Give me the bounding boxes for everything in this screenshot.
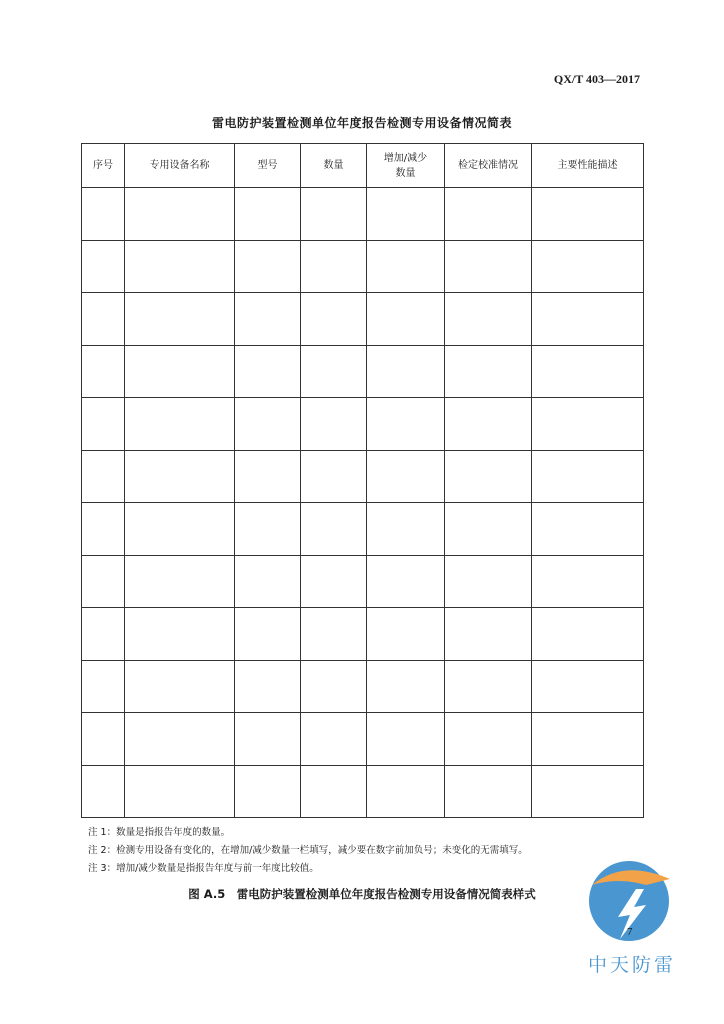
table-row — [82, 188, 644, 241]
equipment-table — [81, 143, 644, 818]
table-cell — [367, 450, 445, 503]
table-header-row — [82, 144, 644, 188]
table-row — [82, 398, 644, 451]
table-cell — [82, 398, 125, 451]
table-row — [82, 765, 644, 818]
table-cell — [532, 240, 644, 293]
table-cell — [82, 555, 125, 608]
table-cell — [82, 293, 125, 346]
table-cell — [301, 450, 367, 503]
table-cell — [235, 765, 301, 818]
table-cell — [445, 188, 532, 241]
table-cell — [301, 503, 367, 556]
column-header: 主要性能描述 — [532, 144, 644, 188]
table-cell — [235, 608, 301, 661]
table-cell — [445, 555, 532, 608]
table-cell — [82, 345, 125, 398]
table-cell — [82, 240, 125, 293]
table-cell — [445, 293, 532, 346]
table-cell — [445, 765, 532, 818]
table-cell — [82, 713, 125, 766]
table-row — [82, 503, 644, 556]
table-cell — [532, 555, 644, 608]
column-header: 型号 — [235, 144, 301, 188]
note-item: 注 2：检测专用设备有变化的，在增加/减少数量一栏填写，减少要在数字前加负号；未变化的无需填写。 — [88, 845, 528, 856]
table-cell — [532, 450, 644, 503]
table-cell — [235, 660, 301, 713]
table-cell — [532, 765, 644, 818]
table-cell — [235, 555, 301, 608]
table-row — [82, 660, 644, 713]
table-cell — [235, 398, 301, 451]
table-cell — [125, 240, 235, 293]
page-number: 7 — [627, 926, 633, 938]
table-cell — [532, 293, 644, 346]
note-item: 注 3：增加/减少数量是指报告年度与前一年度比较值。 — [88, 863, 319, 874]
table-cell — [445, 713, 532, 766]
table-cell — [235, 240, 301, 293]
table-cell — [532, 660, 644, 713]
table-cell — [125, 765, 235, 818]
table-row — [82, 345, 644, 398]
table-cell — [82, 608, 125, 661]
table-cell — [125, 293, 235, 346]
table-cell — [445, 240, 532, 293]
table-cell — [445, 660, 532, 713]
column-header: 序号 — [82, 144, 125, 188]
table-cell — [301, 188, 367, 241]
table-row — [82, 608, 644, 661]
table-cell — [82, 503, 125, 556]
table-cell — [125, 555, 235, 608]
table-cell — [82, 660, 125, 713]
table-cell — [367, 660, 445, 713]
table-cell — [532, 398, 644, 451]
table-cell — [235, 503, 301, 556]
table-cell — [445, 503, 532, 556]
table-cell — [367, 713, 445, 766]
table-cell — [445, 345, 532, 398]
table-cell — [125, 188, 235, 241]
table-row — [82, 713, 644, 766]
table-cell — [301, 293, 367, 346]
table-cell — [367, 293, 445, 346]
table-cell — [125, 450, 235, 503]
table-cell — [235, 450, 301, 503]
table-notes — [88, 824, 608, 878]
table-cell — [367, 765, 445, 818]
table-cell — [532, 503, 644, 556]
table-cell — [367, 240, 445, 293]
note-item: 注 1：数量是指报告年度的数量。 — [88, 827, 231, 838]
table-cell — [82, 188, 125, 241]
table-cell — [367, 345, 445, 398]
table-cell — [445, 608, 532, 661]
table-title: 雷电防护装置检测单位年度报告检测专用设备情况简表 — [211, 116, 512, 130]
column-header: 数量 — [301, 144, 367, 188]
column-header: 增加/减少 数量 — [367, 144, 445, 188]
table-cell — [235, 345, 301, 398]
table-cell — [532, 713, 644, 766]
column-header: 检定校准情况 — [445, 144, 532, 188]
table-cell — [235, 713, 301, 766]
table-cell — [445, 450, 532, 503]
table-cell — [367, 188, 445, 241]
table-cell — [301, 713, 367, 766]
table-cell — [367, 555, 445, 608]
table-cell — [301, 765, 367, 818]
table-body — [82, 188, 644, 818]
table-row — [82, 450, 644, 503]
table-cell — [82, 450, 125, 503]
table-cell — [125, 503, 235, 556]
table-row — [82, 240, 644, 293]
table-cell — [301, 398, 367, 451]
table-row — [82, 555, 644, 608]
watermark-text: 中天防雷 — [587, 954, 676, 976]
table-cell — [367, 398, 445, 451]
table-row — [82, 293, 644, 346]
table-cell — [125, 345, 235, 398]
column-header: 专用设备名称 — [125, 144, 235, 188]
table-cell — [301, 240, 367, 293]
table-cell — [532, 345, 644, 398]
table-cell — [367, 608, 445, 661]
table-cell — [301, 660, 367, 713]
table-cell — [235, 188, 301, 241]
table-cell — [301, 555, 367, 608]
table-cell — [532, 608, 644, 661]
table-cell — [532, 188, 644, 241]
figure-caption: 图 A.5 雷电防护装置检测单位年度报告检测专用设备情况简表样式 — [188, 887, 536, 901]
table-cell — [301, 345, 367, 398]
table-cell — [82, 765, 125, 818]
table-cell — [445, 398, 532, 451]
table-cell — [235, 293, 301, 346]
table-cell — [125, 660, 235, 713]
table-cell — [367, 503, 445, 556]
table-cell — [125, 608, 235, 661]
document-code: QX/T 403—2017 — [553, 72, 640, 86]
table-cell — [125, 713, 235, 766]
table-cell — [125, 398, 235, 451]
table-cell — [301, 608, 367, 661]
